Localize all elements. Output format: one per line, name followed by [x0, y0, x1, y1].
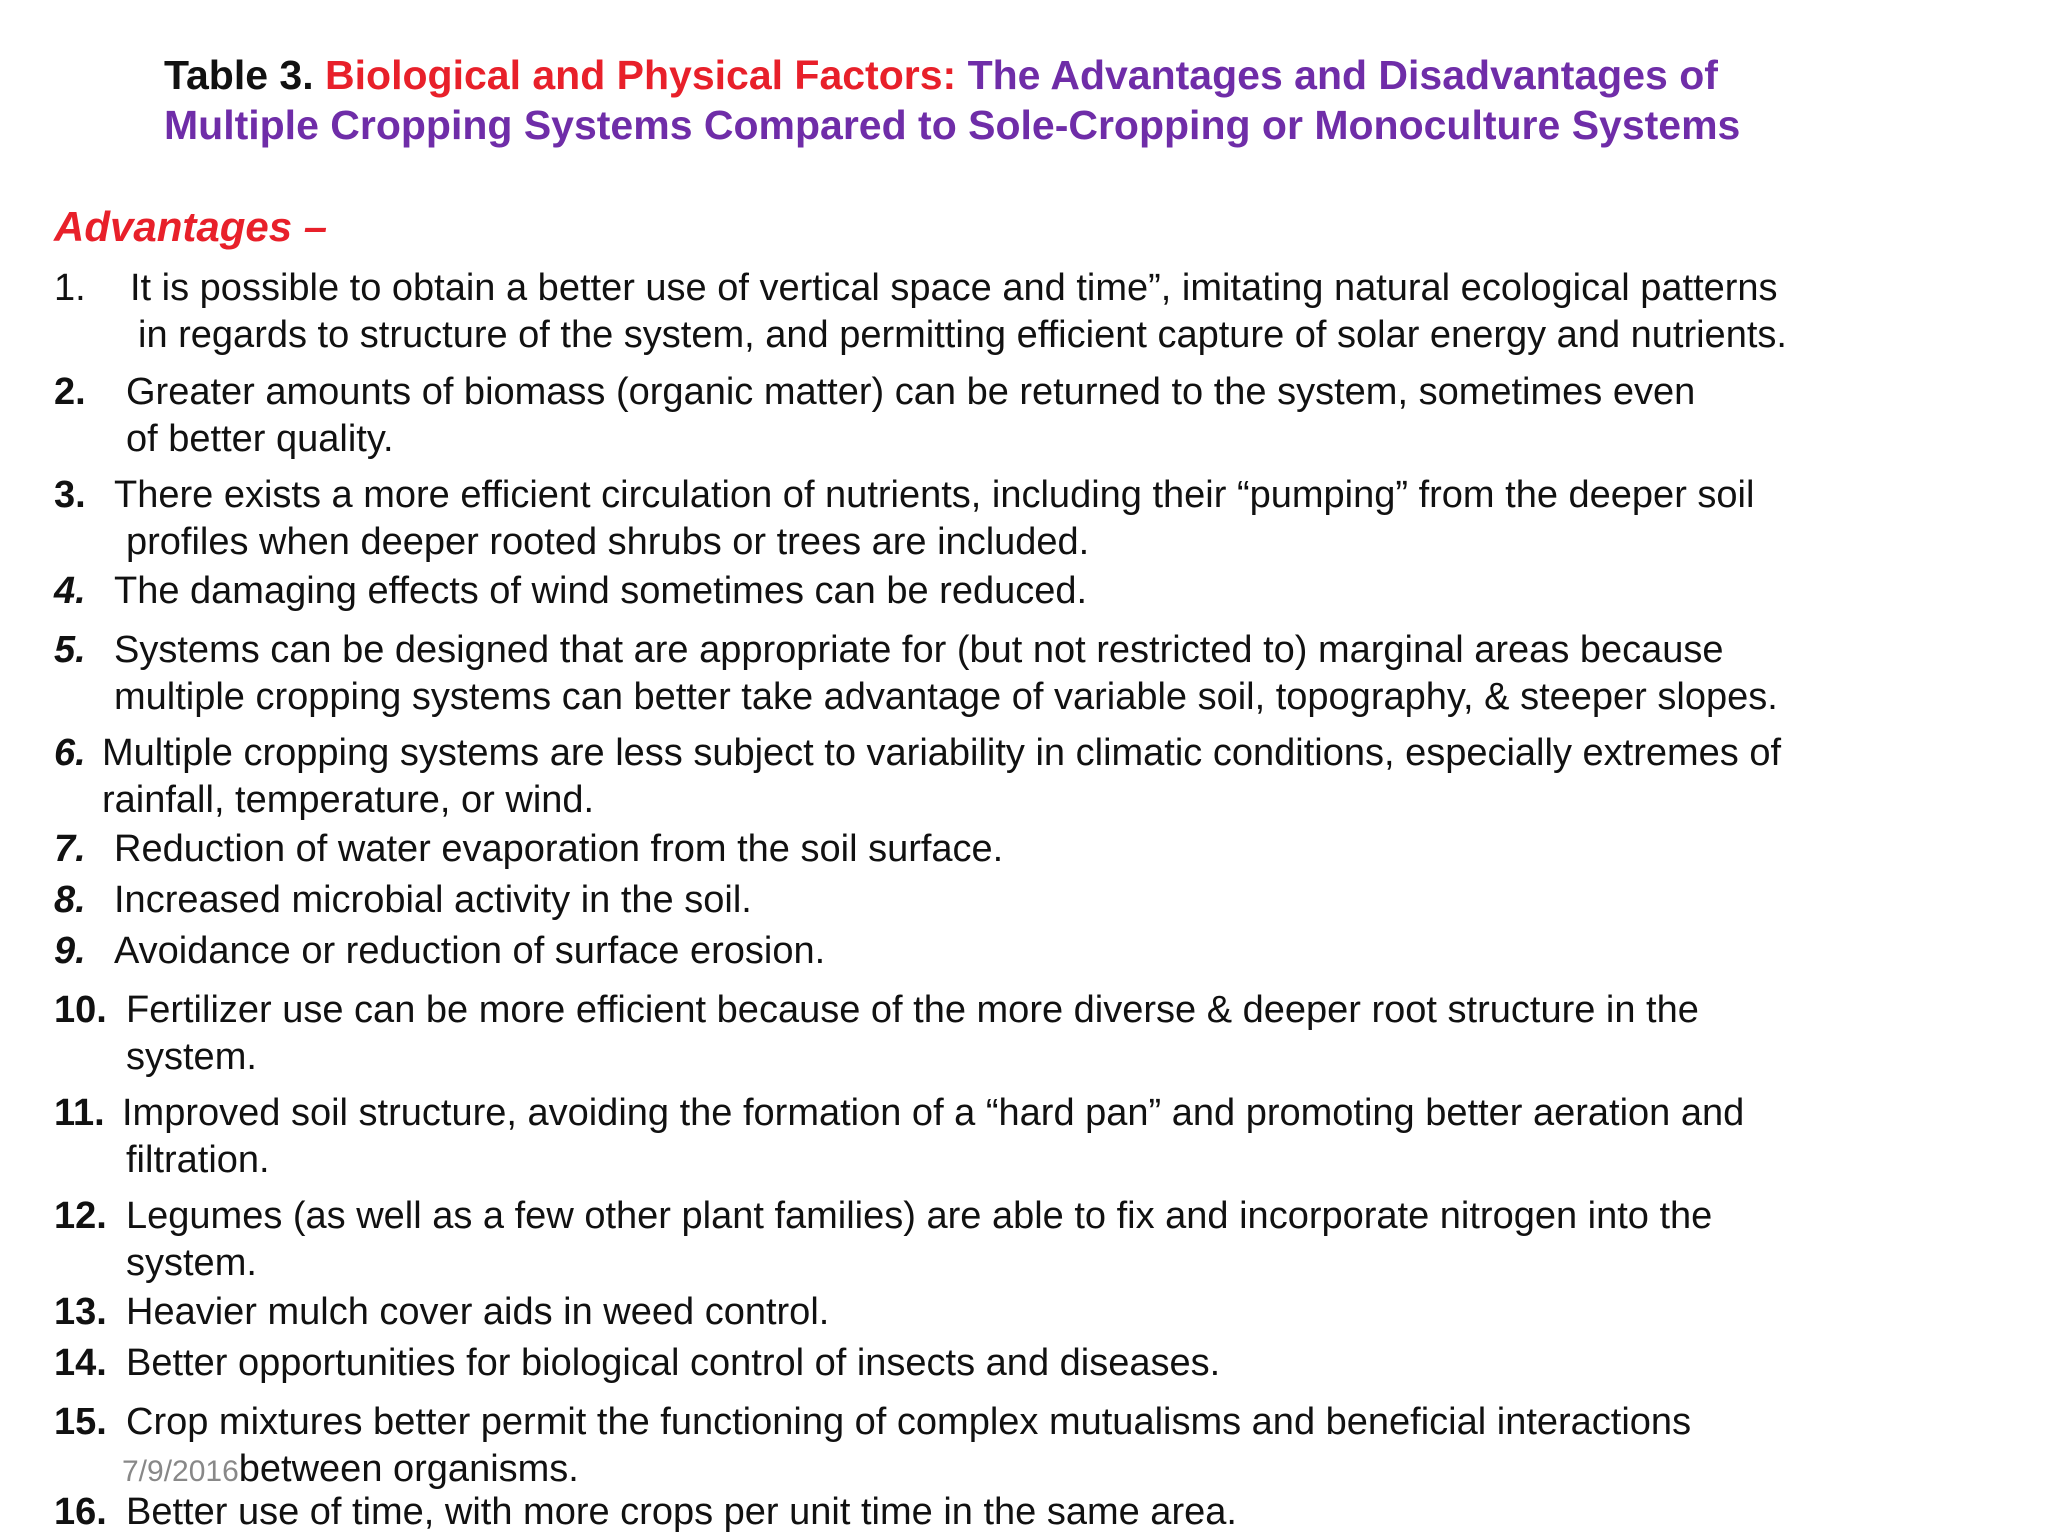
item-text-line2: multiple cropping systems can better take advantage of variable soil, topography, & steeper slopes.: [114, 676, 1778, 718]
item-text-line2: system.: [126, 1036, 257, 1078]
advantages-heading: Advantages –: [54, 203, 328, 250]
item-number: 12.: [54, 1195, 107, 1237]
list-item-12: [54, 1193, 2014, 1287]
list-item-16: [54, 1489, 2014, 1536]
item-text-line2: system.: [126, 1242, 257, 1284]
list-item-5: [54, 627, 2014, 721]
list-item-10: [54, 987, 2014, 1081]
item-text-line2: profiles when deeper rooted shrubs or trees are included.: [126, 521, 1090, 563]
list-item-9: [54, 928, 2014, 975]
item-text-line1: The damaging effects of wind sometimes can be reduced.: [114, 570, 1088, 612]
list-item-8: [54, 877, 2014, 924]
item-number: 14.: [54, 1342, 107, 1384]
list-item-14: [54, 1340, 2014, 1387]
item-number: 9.: [54, 930, 86, 972]
title-highlight: Biological and Physical Factors:: [325, 52, 957, 98]
item-text-line1: Reduction of water evaporation from the soil surface.: [114, 828, 1004, 870]
item-number: 4.: [54, 570, 86, 612]
item-number: 3.: [54, 474, 86, 516]
item-number: 15.: [54, 1401, 107, 1443]
item-number: 10.: [54, 989, 107, 1031]
item-text-line2: rainfall, temperature, or wind.: [102, 779, 595, 821]
item-number: 2.: [54, 371, 86, 413]
item-text-line1: Heavier mulch cover aids in weed control.: [126, 1291, 830, 1333]
item-text-line1: Better use of time, with more crops per unit time in the same area.: [126, 1491, 1237, 1533]
list-item-6: [54, 730, 2014, 824]
item-text-line1: Multiple cropping systems are less subject to variability in climatic conditions, especially extremes of: [102, 732, 1782, 774]
slide-date: 7/9/2016: [122, 1455, 239, 1488]
item-text-line1: Systems can be designed that are appropriate for (but not restricted to) marginal areas because: [114, 629, 1724, 671]
list-item-7: [54, 826, 2014, 873]
item-text-line1: Better opportunities for biological control of insects and diseases.: [126, 1342, 1221, 1384]
list-item-13: [54, 1289, 2014, 1336]
item-text-line1: It is possible to obtain a better use of vertical space and time”, imitating natural ecological patterns: [130, 267, 1778, 309]
list-item-4: [54, 568, 2014, 615]
item-text-line2: filtration.: [126, 1139, 270, 1181]
item-number: 7.: [54, 828, 86, 870]
item-text-line1: Increased microbial activity in the soil.: [114, 879, 752, 921]
item-number: 13.: [54, 1291, 107, 1333]
item-number: 6.: [54, 732, 86, 774]
item-text-line1: Fertilizer use can be more efficient because of the more diverse & deeper root structure in the: [126, 989, 1699, 1031]
list-item-3: [54, 472, 2014, 566]
item-text-line2: between organisms.: [238, 1448, 579, 1490]
list-item-2: [54, 369, 2014, 463]
item-text-line2: in regards to structure of the system, and permitting efficient capture of solar energy and nutrients.: [138, 314, 1787, 356]
list-item-1: [54, 265, 2014, 359]
list-item-11: [54, 1090, 2014, 1184]
item-text-line1: Crop mixtures better permit the functioning of complex mutualisms and beneficial interactions: [126, 1401, 1692, 1443]
item-number: 1.: [54, 267, 86, 309]
item-number: 11.: [54, 1092, 105, 1134]
item-text-line1: Legumes (as well as a few other plant families) are able to fix and incorporate nitrogen into the: [126, 1195, 1713, 1237]
title-subject-part1: The Advantages and Disadvantages of: [967, 52, 1718, 98]
item-number: 8.: [54, 879, 86, 921]
title-line-1: [164, 50, 1924, 100]
item-number: 5.: [54, 629, 86, 671]
item-text-line2-row: [54, 1446, 2014, 1495]
item-text-line1: Improved soil structure, avoiding the formation of a “hard pan” and promoting better aeration and: [122, 1092, 1745, 1134]
list-item-15: [54, 1399, 2014, 1495]
item-number: 16.: [54, 1491, 107, 1533]
item-text-line1: Greater amounts of biomass (organic matter) can be returned to the system, sometimes even: [126, 371, 1696, 413]
title-subject-part2: Multiple Cropping Systems Compared to Sole-Cropping or Monoculture Systems: [164, 102, 1741, 148]
item-text-line1: There exists a more efficient circulation of nutrients, including their “pumping” from the deeper soil: [114, 474, 1755, 516]
item-text-line1: Avoidance or reduction of surface erosion.: [114, 930, 826, 972]
title-prefix: Table 3.: [164, 52, 314, 98]
slide-title: [164, 50, 1924, 150]
item-text-line2: of better quality.: [126, 418, 394, 460]
